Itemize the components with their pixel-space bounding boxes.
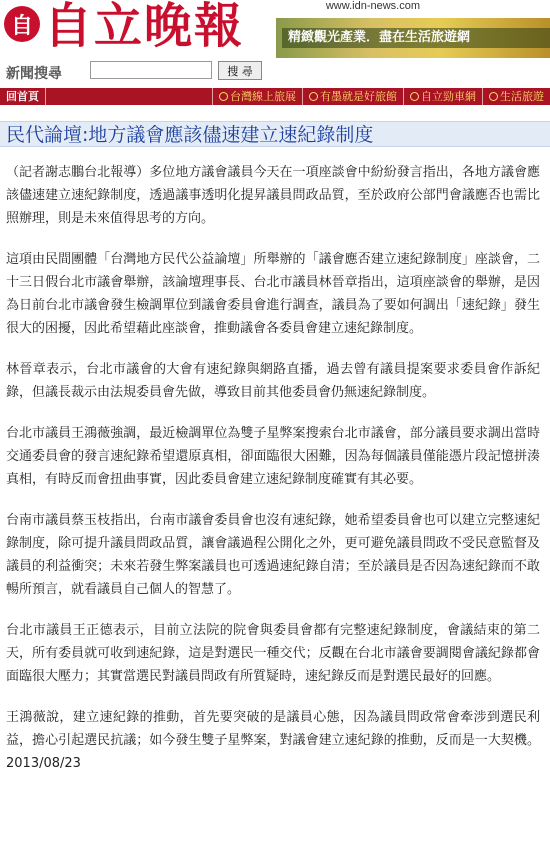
main-nav xyxy=(0,88,550,105)
nav-item-label: 生活旅遊 xyxy=(500,90,544,103)
article-paragraph: 林晉章表示，台北市議會的大會有速紀錄與網路直播，過去曾有議員提案要求委員會作訴紀錄，但議長裁示由法規委員會先做，導致目前其他委員會仍無速紀錄制度。 xyxy=(6,362,540,400)
article-paragraph: （記者謝志鵬台北報導）多位地方議會議員今天在一項座談會中紛紛發言指出，各地方議會應該儘速建立速紀錄制度，透過議事透明化提昇議員問政品質，至於政府公部門會議應否也需比照辦理，則是未來值得思考的方向。 xyxy=(6,165,540,226)
logo-seal[interactable]: 自 xyxy=(4,6,40,42)
circle-icon xyxy=(309,92,318,101)
circle-icon xyxy=(489,92,498,101)
article-paragraph: 台南市議員蔡玉枝指出，台南市議會委員會也沒有速紀錄，她希望委員會也可以建立完整速紀錄制度，除可提升議員問政品質，讓會議過程公開化之外，更可避免議員問政不受民意監督及議員的利益衝突；未來若發生弊案議員也可透過速紀錄自清；至於議員是否因為速紀錄而不敢暢所預言，就看議員自己個人的智慧了。 xyxy=(6,513,540,597)
search-label: 新聞搜尋 xyxy=(6,66,62,82)
search-bar xyxy=(0,60,550,84)
article-title: 民代論壇:地方議會應該儘速建立速紀錄制度 xyxy=(0,121,550,147)
search-button[interactable]: 搜 尋 xyxy=(218,61,262,80)
article-paragraph: 這項由民間團體「台灣地方民代公益論壇」所舉辦的「議會應否建立速紀錄制度」座談會，二十三日假台北市議會舉辦，該論壇理事長、台北市議員林晉章指出，這項座談會的舉辦，是因為日前台北市議會發生檢調單位到議會委員會進行調查，議員為了要如何調出「速紀錄」發生很大的困擾，因此希望藉此座談會，推動議會各委員會建立速紀錄制度。 xyxy=(6,252,540,336)
nav-item-travel[interactable] xyxy=(482,88,550,105)
site-logo[interactable]: 自立晚報 xyxy=(44,0,245,54)
ad-banner[interactable] xyxy=(276,18,550,58)
article-paragraph: 台北市議員王正德表示，目前立法院的院會與委員會都有完整速紀錄制度，會議結束的第二天，所有委員就可收到速紀錄，這是對選民一種交代；反觀在台北市議會要調閱會議紀錄都會面臨很大壓力；其實當選民對議員問政有所質疑時，速紀錄反而是對選民最好的回應。 xyxy=(6,623,540,684)
site-url: www.idn-news.com xyxy=(325,0,420,12)
nav-item-cars[interactable] xyxy=(403,88,482,105)
circle-icon xyxy=(410,92,419,101)
nav-item-label: 自立勁車網 xyxy=(421,90,476,103)
nav-item-label: 有墨就是好旅館 xyxy=(320,90,397,103)
circle-icon xyxy=(219,92,228,101)
nav-item-hotels[interactable] xyxy=(302,88,403,105)
masthead xyxy=(0,0,550,60)
nav-home[interactable]: 回首頁 xyxy=(0,88,46,105)
nav-item-label: 台灣線上旅展 xyxy=(230,90,296,103)
article-paragraph: 王鴻薇說，建立速紀錄的推動，首先要突破的是議員心態，因為議員問政常會牽涉到選民利益，擔心引起選民抗議；如今發生雙子星弊案，對議會建立速紀錄的推動，反而是一大契機。2013/08/23 xyxy=(6,710,540,771)
nav-item-online-travel-fair[interactable] xyxy=(212,88,302,105)
search-input[interactable] xyxy=(90,61,212,79)
article-body xyxy=(6,161,540,793)
ad-banner-text: 精緻觀光產業．盡在生活旅遊網 xyxy=(282,28,550,48)
article-paragraph: 台北市議員王鴻薇強調，最近檢調單位為雙子星弊案搜索台北市議會，部分議員要求調出當時交通委員會的發言速紀錄希望還原真相，卻面臨很大困難，因為每個議員僅能憑片段記憶拼湊真相，有時反而會扭曲事實，因此委員會建立速紀錄制度確實有其必要。 xyxy=(6,426,540,487)
